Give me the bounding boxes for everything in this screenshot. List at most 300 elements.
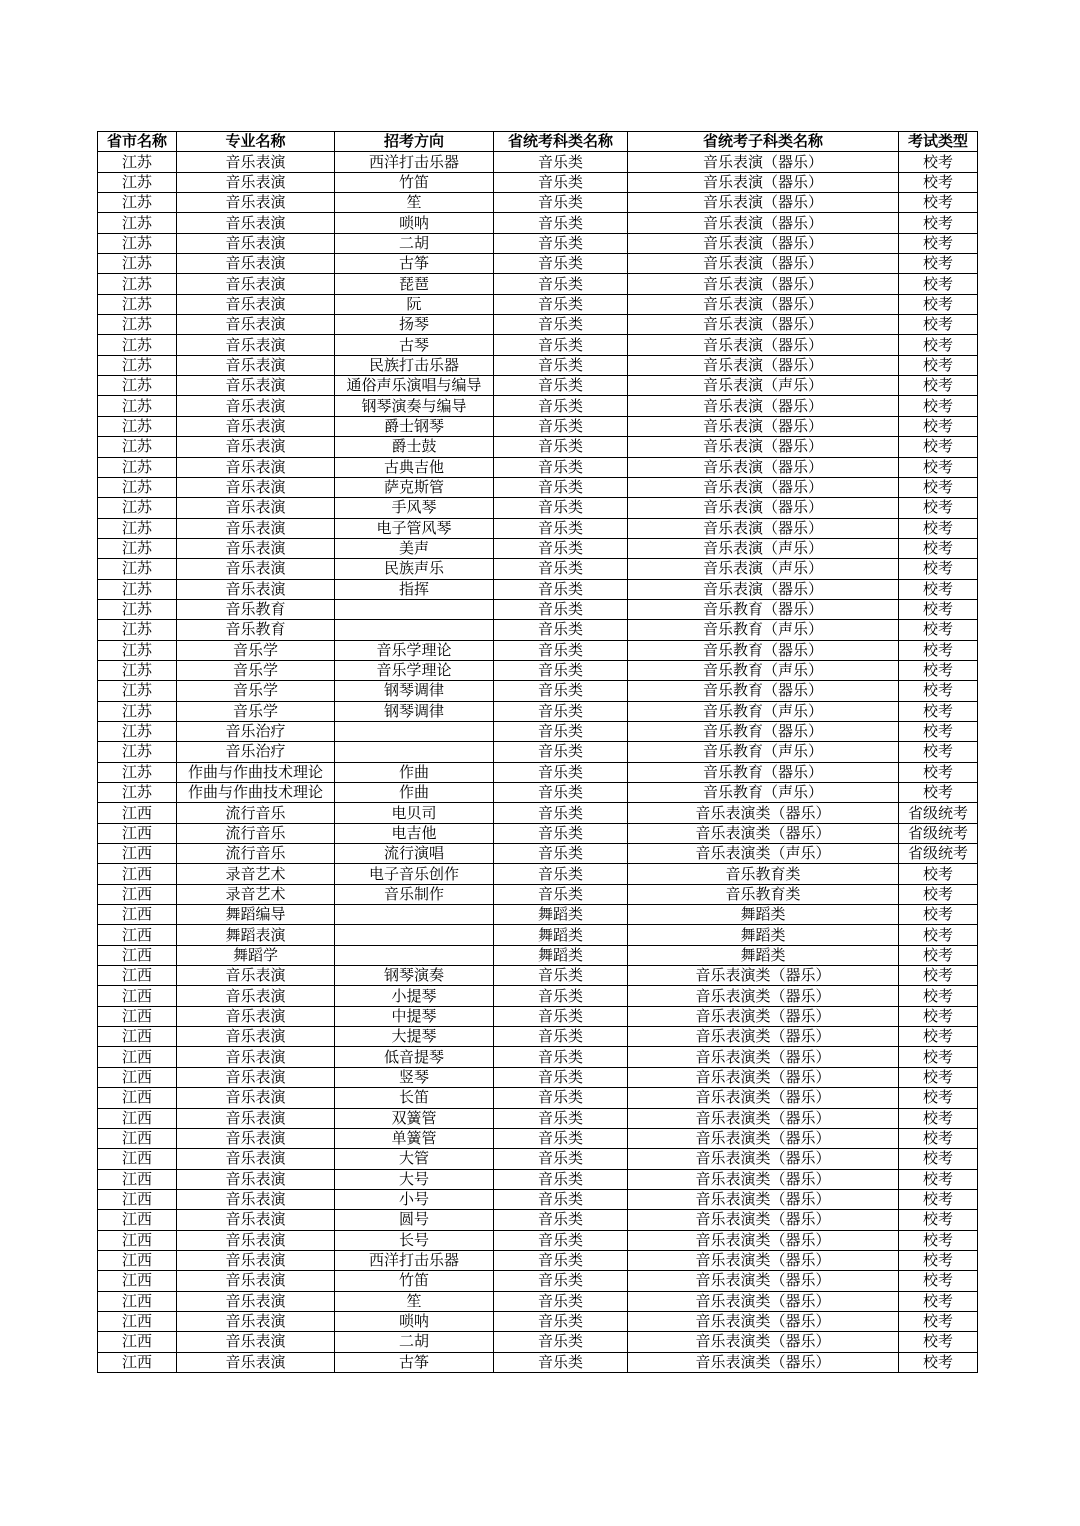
cell-exam-type: 校考 bbox=[899, 1006, 978, 1026]
cell-province: 江西 bbox=[98, 1271, 177, 1291]
cell-province: 江西 bbox=[98, 1311, 177, 1331]
cell-exam-type: 校考 bbox=[899, 1189, 978, 1209]
cell-subcategory: 音乐表演（器乐） bbox=[628, 518, 899, 538]
cell-category: 音乐类 bbox=[494, 1352, 628, 1372]
cell-subcategory: 音乐教育（声乐） bbox=[628, 783, 899, 803]
cell-category: 音乐类 bbox=[494, 294, 628, 314]
cell-exam-type: 校考 bbox=[899, 640, 978, 660]
cell-subcategory: 音乐表演（器乐） bbox=[628, 315, 899, 335]
cell-major: 流行音乐 bbox=[177, 844, 335, 864]
cell-category: 音乐类 bbox=[494, 1088, 628, 1108]
cell-subcategory: 音乐表演（器乐） bbox=[628, 233, 899, 253]
cell-exam-type: 校考 bbox=[899, 538, 978, 558]
cell-direction: 唢呐 bbox=[335, 213, 494, 233]
cell-direction: 手风琴 bbox=[335, 498, 494, 518]
table-row bbox=[98, 599, 978, 619]
cell-major: 音乐表演 bbox=[177, 498, 335, 518]
cell-major: 音乐表演 bbox=[177, 1250, 335, 1270]
cell-category: 音乐类 bbox=[494, 1027, 628, 1047]
cell-subcategory: 音乐教育（声乐） bbox=[628, 620, 899, 640]
cell-subcategory: 音乐表演类（器乐） bbox=[628, 1027, 899, 1047]
cell-subcategory: 舞蹈类 bbox=[628, 905, 899, 925]
cell-exam-type: 校考 bbox=[899, 172, 978, 192]
cell-category: 音乐类 bbox=[494, 1210, 628, 1230]
cell-province: 江苏 bbox=[98, 416, 177, 436]
cell-major: 音乐学 bbox=[177, 701, 335, 721]
cell-direction: 作曲 bbox=[335, 762, 494, 782]
table-row bbox=[98, 559, 978, 579]
cell-direction: 双簧管 bbox=[335, 1108, 494, 1128]
cell-category: 音乐类 bbox=[494, 762, 628, 782]
cell-exam-type: 校考 bbox=[899, 701, 978, 721]
cell-category: 音乐类 bbox=[494, 193, 628, 213]
cell-major: 流行音乐 bbox=[177, 803, 335, 823]
cell-exam-type: 校考 bbox=[899, 620, 978, 640]
cell-major: 音乐表演 bbox=[177, 1108, 335, 1128]
cell-province: 江西 bbox=[98, 1027, 177, 1047]
header-row bbox=[98, 132, 978, 152]
cell-major: 录音艺术 bbox=[177, 884, 335, 904]
cell-major: 音乐表演 bbox=[177, 376, 335, 396]
cell-exam-type: 校考 bbox=[899, 457, 978, 477]
cell-province: 江西 bbox=[98, 986, 177, 1006]
cell-direction: 钢琴调律 bbox=[335, 681, 494, 701]
cell-subcategory: 音乐表演（器乐） bbox=[628, 152, 899, 172]
table-row bbox=[98, 1291, 978, 1311]
cell-major: 音乐教育 bbox=[177, 620, 335, 640]
cell-subcategory: 音乐表演（器乐） bbox=[628, 335, 899, 355]
cell-direction: 大管 bbox=[335, 1149, 494, 1169]
cell-subcategory: 音乐表演（器乐） bbox=[628, 274, 899, 294]
table-header bbox=[98, 132, 978, 152]
cell-exam-type: 校考 bbox=[899, 884, 978, 904]
cell-subcategory: 音乐教育（器乐） bbox=[628, 599, 899, 619]
cell-subcategory: 舞蹈类 bbox=[628, 945, 899, 965]
table-row bbox=[98, 701, 978, 721]
cell-subcategory: 音乐表演类（器乐） bbox=[628, 1352, 899, 1372]
cell-category: 音乐类 bbox=[494, 335, 628, 355]
cell-subcategory: 舞蹈类 bbox=[628, 925, 899, 945]
table-row bbox=[98, 966, 978, 986]
cell-exam-type: 校考 bbox=[899, 437, 978, 457]
cell-exam-type: 校考 bbox=[899, 274, 978, 294]
cell-category: 音乐类 bbox=[494, 437, 628, 457]
cell-subcategory: 音乐表演类（器乐） bbox=[628, 1047, 899, 1067]
cell-subcategory: 音乐表演类（器乐） bbox=[628, 1271, 899, 1291]
cell-exam-type: 校考 bbox=[899, 681, 978, 701]
cell-major: 音乐表演 bbox=[177, 1230, 335, 1250]
cell-subcategory: 音乐表演类（器乐） bbox=[628, 1128, 899, 1148]
cell-subcategory: 音乐表演（器乐） bbox=[628, 416, 899, 436]
cell-subcategory: 音乐表演类（器乐） bbox=[628, 1108, 899, 1128]
cell-direction: 长号 bbox=[335, 1230, 494, 1250]
cell-province: 江西 bbox=[98, 1108, 177, 1128]
table-row bbox=[98, 1067, 978, 1087]
cell-category: 音乐类 bbox=[494, 457, 628, 477]
cell-major: 音乐表演 bbox=[177, 213, 335, 233]
cell-province: 江苏 bbox=[98, 254, 177, 274]
cell-direction bbox=[335, 620, 494, 640]
cell-province: 江西 bbox=[98, 905, 177, 925]
cell-subcategory: 音乐表演（器乐） bbox=[628, 254, 899, 274]
cell-province: 江西 bbox=[98, 1149, 177, 1169]
cell-exam-type: 校考 bbox=[899, 966, 978, 986]
cell-major: 音乐表演 bbox=[177, 1027, 335, 1047]
cell-category: 音乐类 bbox=[494, 559, 628, 579]
cell-exam-type: 校考 bbox=[899, 660, 978, 680]
cell-exam-type: 校考 bbox=[899, 945, 978, 965]
cell-major: 音乐表演 bbox=[177, 1291, 335, 1311]
cell-subcategory: 音乐表演（器乐） bbox=[628, 457, 899, 477]
cell-subcategory: 音乐表演类（器乐） bbox=[628, 1149, 899, 1169]
cell-exam-type: 校考 bbox=[899, 599, 978, 619]
cell-province: 江西 bbox=[98, 1210, 177, 1230]
cell-category: 舞蹈类 bbox=[494, 945, 628, 965]
cell-direction: 民族打击乐器 bbox=[335, 355, 494, 375]
cell-major: 作曲与作曲技术理论 bbox=[177, 762, 335, 782]
table-row bbox=[98, 1250, 978, 1270]
cell-subcategory: 音乐表演（声乐） bbox=[628, 538, 899, 558]
cell-direction: 中提琴 bbox=[335, 1006, 494, 1026]
cell-direction: 扬琴 bbox=[335, 315, 494, 335]
cell-category: 音乐类 bbox=[494, 721, 628, 741]
cell-province: 江西 bbox=[98, 1047, 177, 1067]
cell-subcategory: 音乐表演类（器乐） bbox=[628, 823, 899, 843]
table-row bbox=[98, 620, 978, 640]
cell-category: 音乐类 bbox=[494, 233, 628, 253]
table-row bbox=[98, 1169, 978, 1189]
cell-exam-type: 校考 bbox=[899, 905, 978, 925]
cell-major: 音乐表演 bbox=[177, 1006, 335, 1026]
cell-direction: 笙 bbox=[335, 1291, 494, 1311]
table-row bbox=[98, 864, 978, 884]
cell-province: 江西 bbox=[98, 1189, 177, 1209]
cell-major: 音乐表演 bbox=[177, 193, 335, 213]
cell-province: 江苏 bbox=[98, 640, 177, 660]
cell-exam-type: 校考 bbox=[899, 1210, 978, 1230]
cell-province: 江苏 bbox=[98, 742, 177, 762]
cell-direction bbox=[335, 925, 494, 945]
cell-exam-type: 校考 bbox=[899, 579, 978, 599]
cell-major: 音乐学 bbox=[177, 681, 335, 701]
cell-major: 音乐表演 bbox=[177, 1149, 335, 1169]
cell-province: 江西 bbox=[98, 823, 177, 843]
cell-exam-type: 校考 bbox=[899, 416, 978, 436]
table-row bbox=[98, 681, 978, 701]
exam-table bbox=[97, 131, 978, 1373]
cell-category: 音乐类 bbox=[494, 1271, 628, 1291]
header-major: 专业名称 bbox=[177, 132, 335, 152]
cell-exam-type: 校考 bbox=[899, 335, 978, 355]
cell-subcategory: 音乐表演类（器乐） bbox=[628, 966, 899, 986]
cell-category: 音乐类 bbox=[494, 396, 628, 416]
cell-province: 江苏 bbox=[98, 396, 177, 416]
cell-major: 音乐表演 bbox=[177, 1128, 335, 1148]
cell-province: 江苏 bbox=[98, 538, 177, 558]
cell-subcategory: 音乐教育（声乐） bbox=[628, 660, 899, 680]
cell-major: 音乐表演 bbox=[177, 986, 335, 1006]
cell-exam-type: 校考 bbox=[899, 1332, 978, 1352]
cell-category: 舞蹈类 bbox=[494, 905, 628, 925]
cell-major: 音乐表演 bbox=[177, 1047, 335, 1067]
cell-category: 音乐类 bbox=[494, 1189, 628, 1209]
cell-category: 音乐类 bbox=[494, 1291, 628, 1311]
table-row bbox=[98, 945, 978, 965]
cell-direction: 美声 bbox=[335, 538, 494, 558]
cell-province: 江西 bbox=[98, 1088, 177, 1108]
cell-category: 音乐类 bbox=[494, 376, 628, 396]
table-row bbox=[98, 315, 978, 335]
cell-major: 音乐表演 bbox=[177, 1271, 335, 1291]
table-row bbox=[98, 294, 978, 314]
cell-province: 江苏 bbox=[98, 518, 177, 538]
cell-category: 音乐类 bbox=[494, 864, 628, 884]
cell-direction: 钢琴演奏 bbox=[335, 966, 494, 986]
cell-exam-type: 校考 bbox=[899, 925, 978, 945]
table-row bbox=[98, 783, 978, 803]
cell-exam-type: 校考 bbox=[899, 762, 978, 782]
cell-direction: 电子音乐创作 bbox=[335, 864, 494, 884]
cell-category: 音乐类 bbox=[494, 1067, 628, 1087]
cell-province: 江苏 bbox=[98, 213, 177, 233]
cell-exam-type: 校考 bbox=[899, 1250, 978, 1270]
cell-exam-type: 校考 bbox=[899, 315, 978, 335]
cell-exam-type: 省级统考 bbox=[899, 803, 978, 823]
cell-category: 音乐类 bbox=[494, 1332, 628, 1352]
cell-province: 江苏 bbox=[98, 355, 177, 375]
cell-major: 音乐表演 bbox=[177, 966, 335, 986]
cell-subcategory: 音乐表演（器乐） bbox=[628, 579, 899, 599]
cell-direction: 钢琴调律 bbox=[335, 701, 494, 721]
cell-major: 流行音乐 bbox=[177, 823, 335, 843]
table-row bbox=[98, 1128, 978, 1148]
cell-major: 音乐表演 bbox=[177, 315, 335, 335]
cell-exam-type: 校考 bbox=[899, 1311, 978, 1331]
table-row bbox=[98, 274, 978, 294]
cell-province: 江苏 bbox=[98, 579, 177, 599]
header-direction: 招考方向 bbox=[335, 132, 494, 152]
cell-category: 音乐类 bbox=[494, 884, 628, 904]
cell-major: 音乐表演 bbox=[177, 172, 335, 192]
cell-exam-type: 校考 bbox=[899, 1352, 978, 1372]
cell-major: 舞蹈表演 bbox=[177, 925, 335, 945]
cell-category: 音乐类 bbox=[494, 498, 628, 518]
cell-province: 江西 bbox=[98, 1250, 177, 1270]
cell-direction: 作曲 bbox=[335, 783, 494, 803]
cell-category: 音乐类 bbox=[494, 213, 628, 233]
table-row bbox=[98, 905, 978, 925]
cell-direction: 钢琴演奏与编导 bbox=[335, 396, 494, 416]
table-row bbox=[98, 233, 978, 253]
cell-province: 江苏 bbox=[98, 457, 177, 477]
table-row bbox=[98, 986, 978, 1006]
table-row bbox=[98, 1352, 978, 1372]
table-row bbox=[98, 579, 978, 599]
cell-province: 江西 bbox=[98, 1006, 177, 1026]
cell-province: 江西 bbox=[98, 1128, 177, 1148]
cell-category: 音乐类 bbox=[494, 1128, 628, 1148]
cell-province: 江苏 bbox=[98, 783, 177, 803]
cell-direction: 音乐制作 bbox=[335, 884, 494, 904]
cell-province: 江西 bbox=[98, 925, 177, 945]
cell-direction bbox=[335, 599, 494, 619]
table-row bbox=[98, 457, 978, 477]
cell-exam-type: 校考 bbox=[899, 1088, 978, 1108]
cell-subcategory: 音乐表演类（器乐） bbox=[628, 803, 899, 823]
table-row bbox=[98, 1149, 978, 1169]
cell-category: 音乐类 bbox=[494, 254, 628, 274]
cell-subcategory: 音乐表演类（声乐） bbox=[628, 844, 899, 864]
cell-category: 音乐类 bbox=[494, 172, 628, 192]
cell-direction: 小号 bbox=[335, 1189, 494, 1209]
cell-exam-type: 校考 bbox=[899, 1271, 978, 1291]
table-row bbox=[98, 1047, 978, 1067]
cell-province: 江西 bbox=[98, 1291, 177, 1311]
header-exam-type: 考试类型 bbox=[899, 132, 978, 152]
cell-exam-type: 校考 bbox=[899, 396, 978, 416]
cell-province: 江苏 bbox=[98, 721, 177, 741]
cell-category: 音乐类 bbox=[494, 1230, 628, 1250]
cell-subcategory: 音乐表演（器乐） bbox=[628, 477, 899, 497]
cell-direction: 电吉他 bbox=[335, 823, 494, 843]
cell-exam-type: 校考 bbox=[899, 1169, 978, 1189]
cell-major: 音乐表演 bbox=[177, 1067, 335, 1087]
cell-subcategory: 音乐表演类（器乐） bbox=[628, 1169, 899, 1189]
table-row bbox=[98, 396, 978, 416]
cell-exam-type: 校考 bbox=[899, 1230, 978, 1250]
table-row bbox=[98, 376, 978, 396]
cell-major: 音乐表演 bbox=[177, 579, 335, 599]
cell-exam-type: 校考 bbox=[899, 355, 978, 375]
cell-province: 江西 bbox=[98, 844, 177, 864]
table-row bbox=[98, 193, 978, 213]
cell-major: 音乐表演 bbox=[177, 152, 335, 172]
cell-major: 音乐表演 bbox=[177, 559, 335, 579]
cell-direction: 琵琶 bbox=[335, 274, 494, 294]
table-row bbox=[98, 538, 978, 558]
cell-category: 音乐类 bbox=[494, 1311, 628, 1331]
cell-exam-type: 校考 bbox=[899, 1067, 978, 1087]
table-row bbox=[98, 742, 978, 762]
cell-category: 音乐类 bbox=[494, 986, 628, 1006]
cell-exam-type: 校考 bbox=[899, 498, 978, 518]
cell-subcategory: 音乐教育（器乐） bbox=[628, 762, 899, 782]
cell-direction: 大提琴 bbox=[335, 1027, 494, 1047]
table-row bbox=[98, 803, 978, 823]
table-row bbox=[98, 884, 978, 904]
cell-subcategory: 音乐表演（声乐） bbox=[628, 376, 899, 396]
cell-province: 江苏 bbox=[98, 152, 177, 172]
cell-category: 音乐类 bbox=[494, 477, 628, 497]
cell-category: 舞蹈类 bbox=[494, 925, 628, 945]
cell-category: 音乐类 bbox=[494, 620, 628, 640]
cell-category: 音乐类 bbox=[494, 660, 628, 680]
cell-subcategory: 音乐表演类（器乐） bbox=[628, 1332, 899, 1352]
cell-direction: 低音提琴 bbox=[335, 1047, 494, 1067]
cell-category: 音乐类 bbox=[494, 742, 628, 762]
cell-subcategory: 音乐教育类 bbox=[628, 864, 899, 884]
cell-direction bbox=[335, 945, 494, 965]
cell-province: 江西 bbox=[98, 864, 177, 884]
cell-major: 音乐表演 bbox=[177, 1332, 335, 1352]
cell-direction: 音乐学理论 bbox=[335, 640, 494, 660]
cell-direction bbox=[335, 905, 494, 925]
table-row bbox=[98, 721, 978, 741]
cell-subcategory: 音乐表演类（器乐） bbox=[628, 1067, 899, 1087]
cell-subcategory: 音乐教育（声乐） bbox=[628, 701, 899, 721]
cell-direction: 竹笛 bbox=[335, 172, 494, 192]
cell-subcategory: 音乐表演（器乐） bbox=[628, 294, 899, 314]
cell-category: 音乐类 bbox=[494, 1149, 628, 1169]
cell-major: 音乐表演 bbox=[177, 1189, 335, 1209]
cell-exam-type: 校考 bbox=[899, 376, 978, 396]
cell-direction: 阮 bbox=[335, 294, 494, 314]
table-row bbox=[98, 1027, 978, 1047]
cell-direction: 小提琴 bbox=[335, 986, 494, 1006]
cell-exam-type: 校考 bbox=[899, 742, 978, 762]
cell-major: 作曲与作曲技术理论 bbox=[177, 783, 335, 803]
table-body bbox=[98, 152, 978, 1373]
cell-exam-type: 校考 bbox=[899, 1027, 978, 1047]
cell-province: 江西 bbox=[98, 884, 177, 904]
table-row bbox=[98, 254, 978, 274]
cell-major: 音乐表演 bbox=[177, 1210, 335, 1230]
cell-exam-type: 省级统考 bbox=[899, 844, 978, 864]
cell-exam-type: 校考 bbox=[899, 1149, 978, 1169]
cell-direction: 爵士钢琴 bbox=[335, 416, 494, 436]
cell-exam-type: 省级统考 bbox=[899, 823, 978, 843]
cell-direction: 西洋打击乐器 bbox=[335, 1250, 494, 1270]
cell-exam-type: 校考 bbox=[899, 721, 978, 741]
cell-subcategory: 音乐表演类（器乐） bbox=[628, 1088, 899, 1108]
cell-category: 音乐类 bbox=[494, 538, 628, 558]
cell-direction: 笙 bbox=[335, 193, 494, 213]
cell-category: 音乐类 bbox=[494, 1108, 628, 1128]
header-province: 省市名称 bbox=[98, 132, 177, 152]
exam-table-sheet bbox=[97, 131, 977, 1373]
cell-province: 江苏 bbox=[98, 315, 177, 335]
cell-province: 江苏 bbox=[98, 335, 177, 355]
cell-direction: 圆号 bbox=[335, 1210, 494, 1230]
cell-direction: 二胡 bbox=[335, 1332, 494, 1352]
cell-major: 音乐治疗 bbox=[177, 742, 335, 762]
cell-major: 音乐表演 bbox=[177, 396, 335, 416]
cell-major: 音乐教育 bbox=[177, 599, 335, 619]
cell-province: 江苏 bbox=[98, 437, 177, 457]
cell-subcategory: 音乐表演（器乐） bbox=[628, 498, 899, 518]
cell-province: 江苏 bbox=[98, 701, 177, 721]
table-row bbox=[98, 1332, 978, 1352]
cell-direction bbox=[335, 721, 494, 741]
cell-subcategory: 音乐表演类（器乐） bbox=[628, 1189, 899, 1209]
cell-category: 音乐类 bbox=[494, 599, 628, 619]
table-row bbox=[98, 213, 978, 233]
cell-province: 江苏 bbox=[98, 620, 177, 640]
cell-province: 江苏 bbox=[98, 172, 177, 192]
cell-major: 音乐表演 bbox=[177, 1088, 335, 1108]
cell-category: 音乐类 bbox=[494, 823, 628, 843]
cell-major: 音乐治疗 bbox=[177, 721, 335, 741]
cell-major: 音乐表演 bbox=[177, 416, 335, 436]
cell-subcategory: 音乐教育（器乐） bbox=[628, 721, 899, 741]
cell-province: 江苏 bbox=[98, 498, 177, 518]
table-row bbox=[98, 152, 978, 172]
cell-direction: 二胡 bbox=[335, 233, 494, 253]
cell-province: 江西 bbox=[98, 1230, 177, 1250]
cell-direction: 古筝 bbox=[335, 1352, 494, 1372]
cell-subcategory: 音乐表演类（器乐） bbox=[628, 1210, 899, 1230]
header-category: 省统考科类名称 bbox=[494, 132, 628, 152]
